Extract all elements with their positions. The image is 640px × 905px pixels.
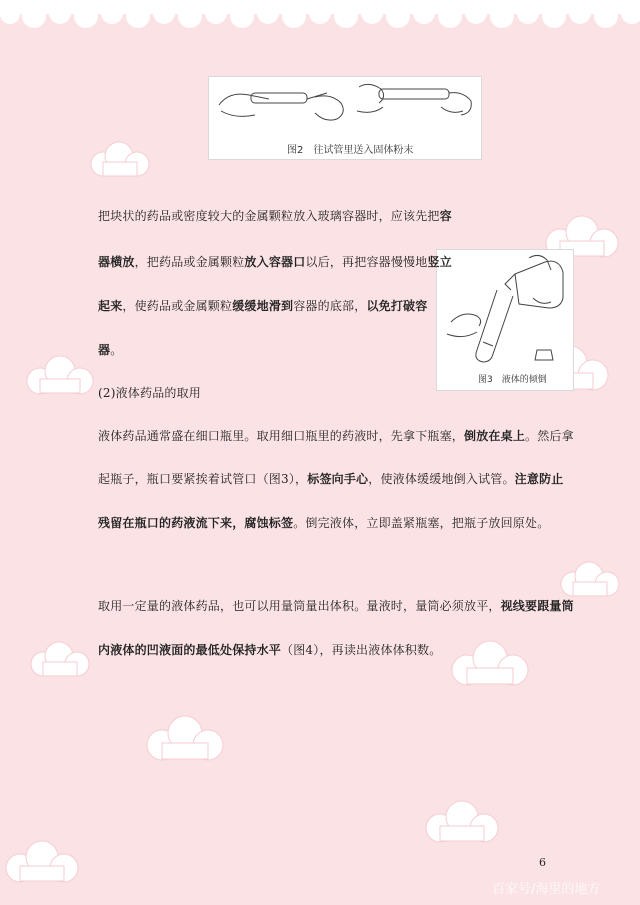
text-run: 把块状的药品或密度较大的金属颗粒放入玻璃容器时，应该先把 — [98, 209, 440, 223]
emphasized-text: 标签向手心 — [307, 472, 369, 486]
emphasized-text: 器横放 — [98, 255, 135, 269]
text-run: 取用一定量的液体药品，也可以用量筒量出体积。量液时，量筒必须放平， — [98, 599, 501, 613]
emphasized-text: 起来 — [98, 299, 123, 313]
page-number: 6 — [539, 856, 546, 869]
figure-2-caption: 图2 往试管里送入固体粉末 — [287, 145, 414, 156]
paragraph-1-line-4 — [98, 341, 122, 358]
cloud-decoration — [555, 560, 625, 600]
watermark: 百家号/海里的地方 — [492, 882, 601, 897]
paragraph-2-line-1 — [98, 427, 574, 444]
figure-2-illustration — [209, 77, 481, 137]
cloud-decoration — [20, 355, 100, 397]
cloud-decoration — [445, 640, 535, 688]
text-run: （图4），再读出液体体积数。 — [281, 643, 442, 657]
section-heading: (2)液体药品的取用 — [98, 386, 201, 400]
text-run: 。然后拿 — [525, 429, 574, 443]
cloud-decoration — [0, 840, 85, 885]
text-run: ，使药品或金属颗粒 — [122, 299, 233, 313]
text-run: 容器的底部， — [293, 299, 367, 313]
emphasized-text: 以免打破容 — [366, 299, 428, 313]
emphasized-text: 视线要跟量筒 — [500, 599, 574, 613]
text-run: 起瓶子，瓶口要紧挨着试管口（图3）， — [98, 472, 308, 486]
emphasized-text: 竖立 — [427, 255, 452, 269]
cloud-border-decoration — [0, 0, 640, 40]
text-run: ，把药品或金属颗粒 — [134, 255, 245, 269]
text-run: ，使液体缓缓地倒入试管。 — [368, 472, 515, 486]
emphasized-text: 内液体的凹液面的最低处保持水平 — [98, 643, 282, 657]
emphasized-text: 放入容器口 — [244, 255, 306, 269]
cloud-decoration — [420, 800, 505, 845]
emphasized-text: 残留在瓶口的药液流下来，腐蚀标签 — [98, 516, 294, 530]
paragraph-3-line-1 — [98, 597, 574, 614]
paragraph-2-line-3 — [98, 514, 549, 531]
paragraph-2-line-2 — [98, 470, 563, 487]
emphasized-text: 缓缓地滑到 — [232, 299, 294, 313]
text-run: 以后，再把容器慢慢地 — [305, 255, 428, 269]
text-run: 液体药品通常盛在细口瓶里。取用细口瓶里的药液时，先拿下瓶塞， — [98, 429, 465, 443]
paragraph-1-line-3 — [98, 297, 427, 314]
emphasized-text: 注意防止 — [514, 472, 564, 486]
text-run: 。倒完液体，立即盖紧瓶塞，把瓶子放回原处。 — [293, 516, 550, 530]
paragraph-3-line-2 — [98, 641, 441, 658]
emphasized-text: 器 — [98, 343, 111, 357]
paragraph-1-line-1 — [98, 207, 452, 224]
cloud-decoration — [140, 715, 230, 763]
emphasized-text: 倒放在桌上 — [464, 429, 526, 443]
figure-3-illustration — [437, 250, 573, 370]
figure-3-caption: 图3 液体的倾倒 — [478, 375, 547, 385]
text-run: 。 — [110, 343, 123, 357]
cloud-decoration — [85, 140, 155, 180]
emphasized-text: 容 — [439, 209, 452, 223]
figure-3-image — [436, 249, 574, 391]
cloud-decoration — [25, 640, 95, 680]
paragraph-1-line-2 — [98, 253, 452, 270]
